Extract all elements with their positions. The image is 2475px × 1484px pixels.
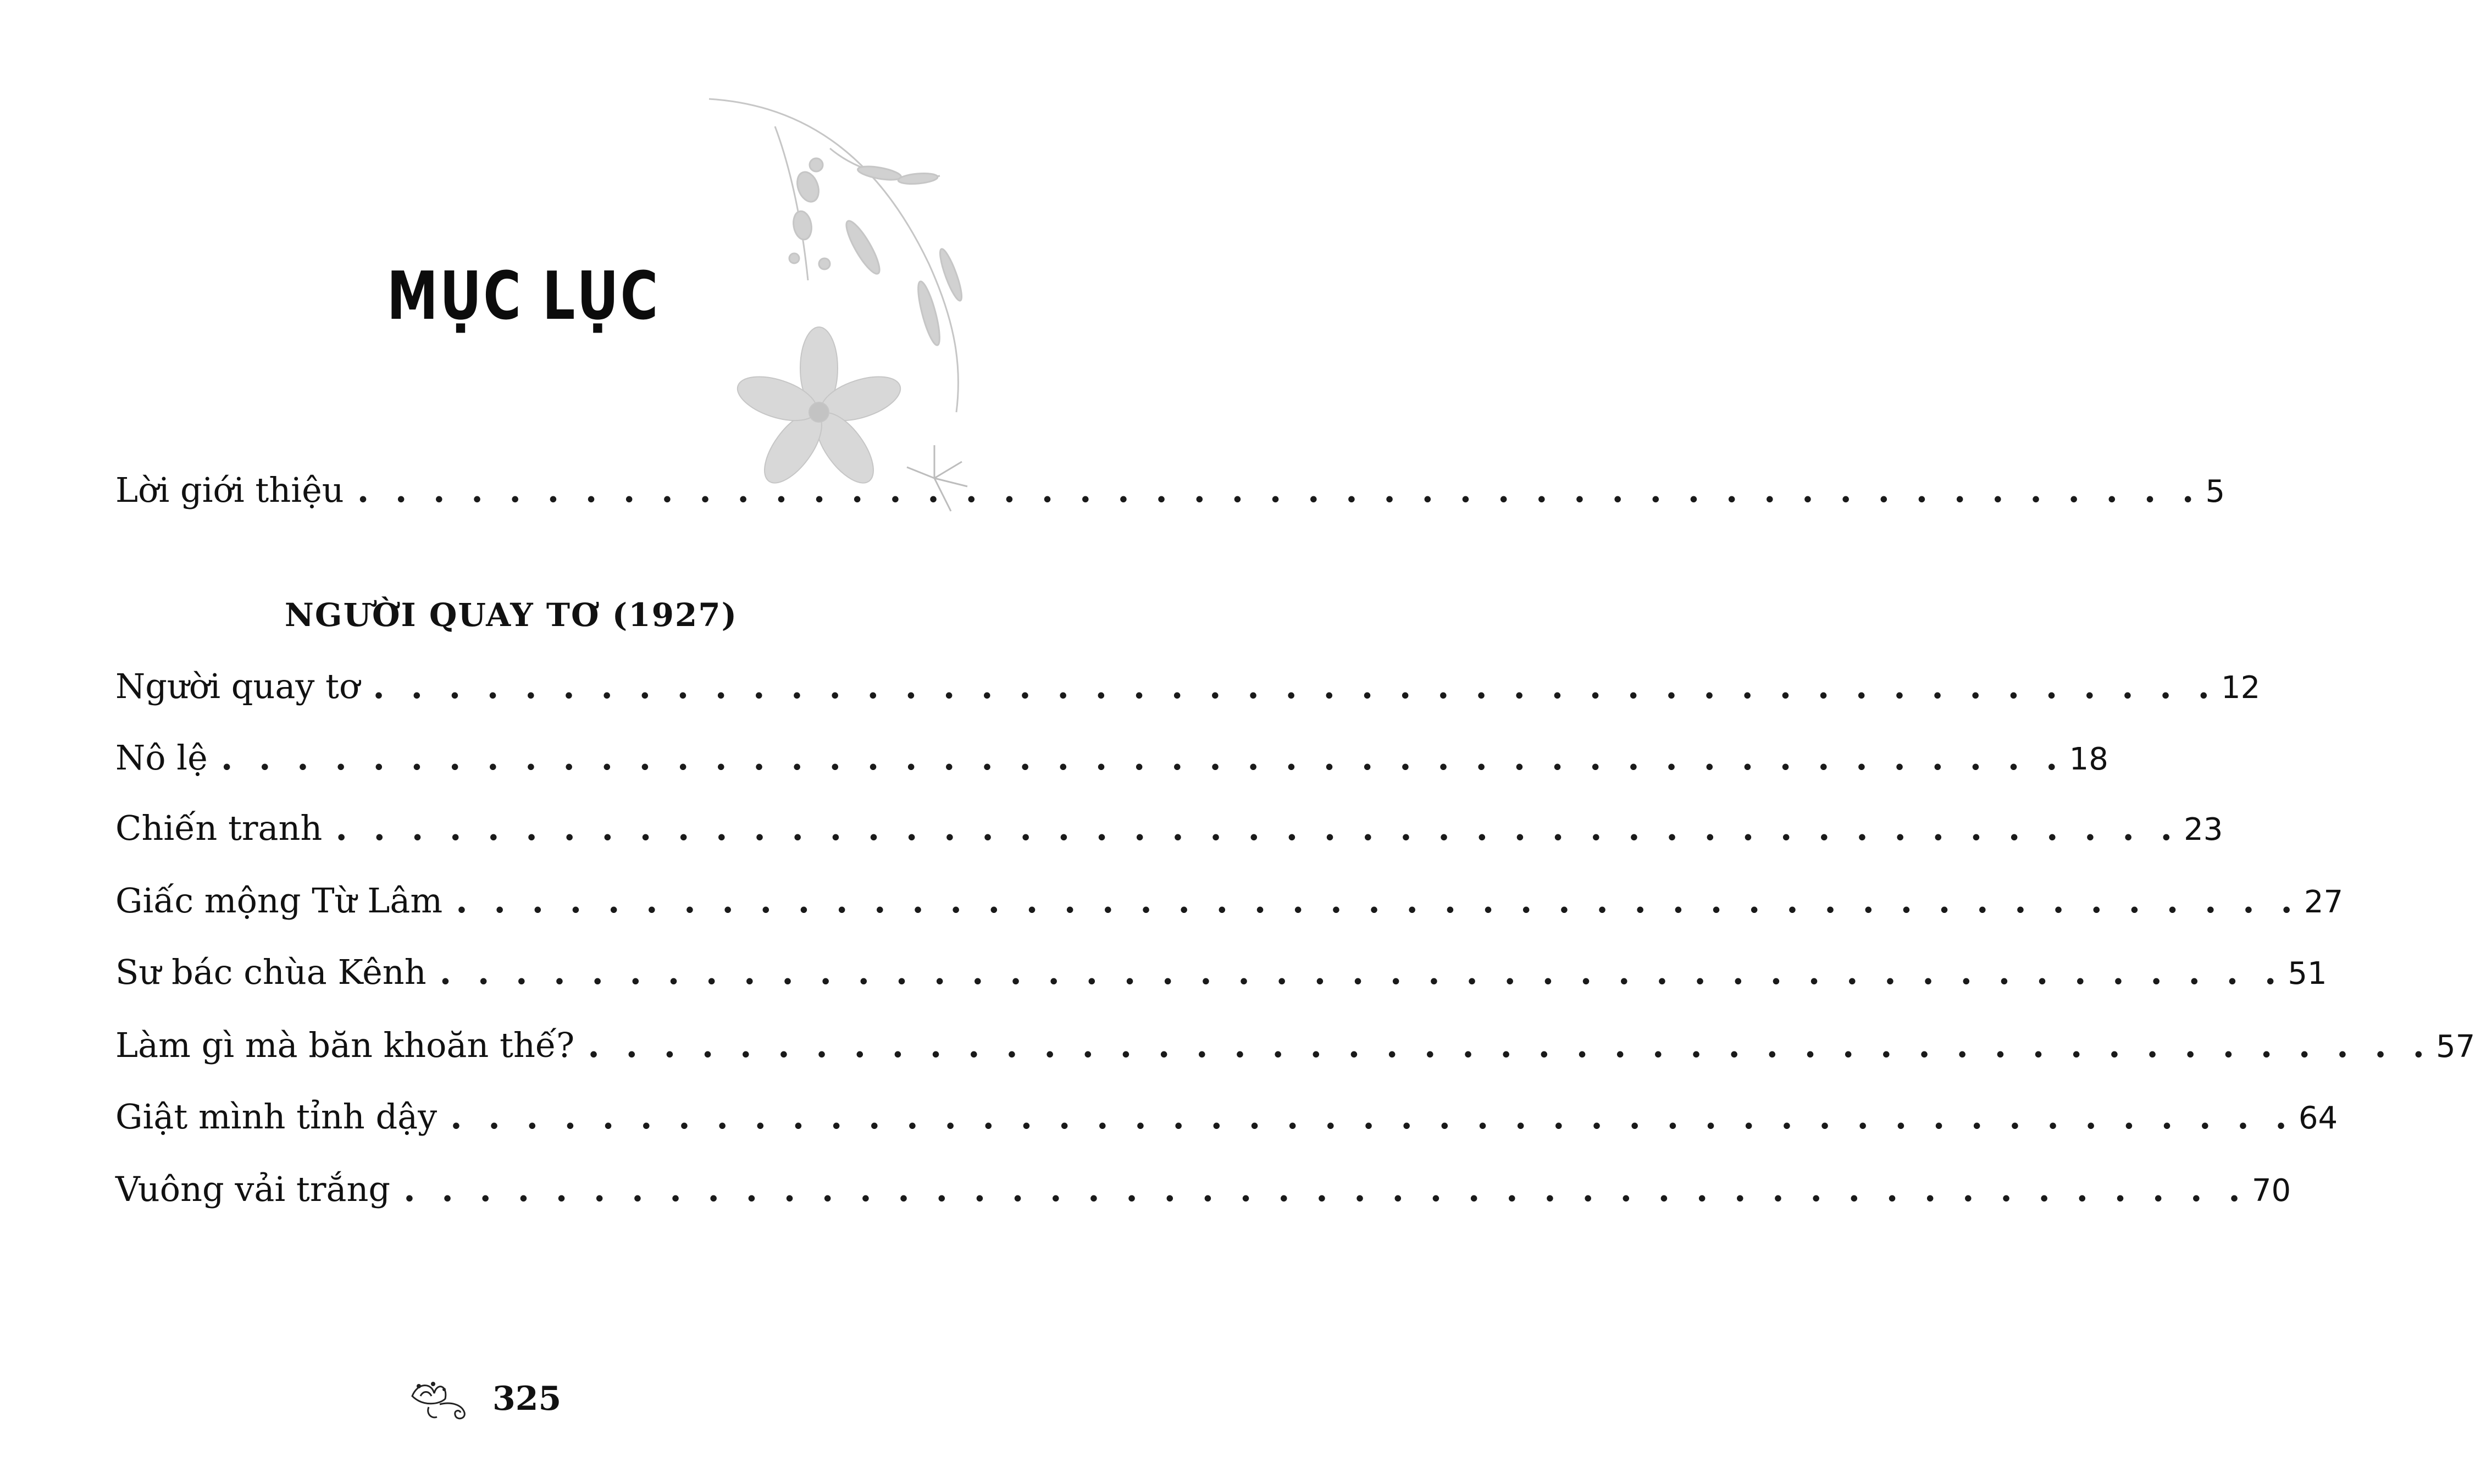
page-title: MỤC LỤC	[386, 258, 660, 335]
toc-entry-label: Nô lệ	[115, 738, 208, 778]
toc-entry[interactable]	[115, 1169, 2291, 1209]
toc-entry-label: Chiến tranh	[115, 808, 323, 848]
toc-page-number: 5	[2205, 474, 2225, 510]
toc-entry-label: Giấc mộng Từ Lâm	[115, 881, 443, 921]
toc-dot-leader: . . . . . . . . . . . . . . . . . . . . . . . . . . . . . . . . . . . . . . . . . . . . . . . . .	[373, 666, 2217, 706]
toc-page-number: 70	[2251, 1173, 2291, 1209]
toc-entry[interactable]	[115, 881, 2344, 921]
toc-page-number: 27	[2304, 884, 2344, 920]
toc-entry[interactable]	[115, 666, 2261, 706]
toc-dot-leader: . . . . . . . . . . . . . . . . . . . . . . . . . . . . . . . . . . . . . . . . . . . . . . . . .	[220, 738, 2065, 778]
toc-dot-leader: . . . . . . . . . . . . . . . . . . . . . . . . . . . . . . . . . . . . . . . . . . . . . . . . .	[450, 1097, 2294, 1137]
toc-dot-leader: . . . . . . . . . . . . . . . . . . . . . . . . . . . . . . . . . . . . . . . . . . . . . . . . .	[357, 470, 2201, 510]
toc-page-number: 18	[2069, 741, 2108, 777]
toc-entry-label: Sư bác chùa Kênh	[115, 952, 427, 992]
toc-entry[interactable]	[115, 1097, 2338, 1137]
floral-ornament-icon	[407, 1374, 478, 1424]
toc-page-number: 57	[2436, 1029, 2475, 1065]
toc-dot-leader: . . . . . . . . . . . . . . . . . . . . . . . . . . . . . . . . . . . . . . . . . . . . . . . . .	[403, 1169, 2247, 1209]
page-number: 325	[492, 1380, 562, 1418]
toc-entry[interactable]	[115, 738, 2108, 778]
toc-page-number: 23	[2184, 812, 2223, 848]
toc-entry[interactable]	[115, 952, 2327, 992]
toc-dot-leader: . . . . . . . . . . . . . . . . . . . . . . . . . . . . . . . . . . . . . . . . . . . . . . . . .	[456, 881, 2300, 921]
toc-dot-leader: . . . . . . . . . . . . . . . . . . . . . . . . . . . . . . . . . . . . . . . . . . . . . . . . .	[588, 1025, 2432, 1065]
toc-page-number: 64	[2298, 1100, 2338, 1136]
page-footer	[407, 1374, 561, 1424]
toc-entry[interactable]	[115, 808, 2223, 848]
toc-entry-label: Giật mình tỉnh dậy	[115, 1097, 438, 1137]
toc-entry-label: Làm gì mà băn khoăn thế?	[115, 1025, 575, 1065]
toc-entry-label: Vuông vải trắng	[115, 1169, 391, 1209]
toc-entry-label: Người quay tơ	[115, 666, 360, 706]
toc-dot-leader: . . . . . . . . . . . . . . . . . . . . . . . . . . . . . . . . . . . . . . . . . . . . . . . . .	[439, 952, 2284, 992]
toc-dot-leader: . . . . . . . . . . . . . . . . . . . . . . . . . . . . . . . . . . . . . . . . . . . . . . . . .	[335, 808, 2180, 848]
toc-page-number: 51	[2288, 956, 2327, 992]
section-heading: NGƯỜI QUAY TƠ (1927)	[284, 596, 738, 634]
toc-entry-intro[interactable]	[115, 470, 2225, 510]
toc-page-number: 12	[2221, 670, 2261, 706]
toc-entry[interactable]	[115, 1025, 2475, 1065]
toc-entry-label: Lời giới thiệu	[115, 470, 344, 510]
